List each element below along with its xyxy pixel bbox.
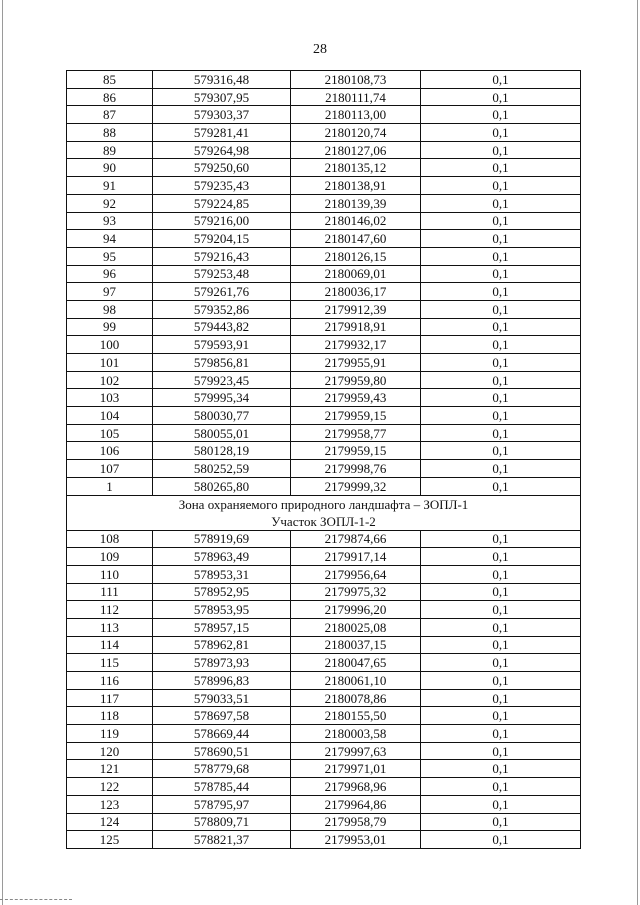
table-row [67,477,581,495]
table-row [67,106,581,124]
table-body-after [67,530,581,848]
table-row [67,565,581,583]
y-coordinate-cell: 2180108,73 [291,71,421,89]
table-row [67,601,581,619]
y-coordinate-cell: 2180120,74 [291,124,421,142]
x-coordinate-cell: 578809,71 [153,813,291,831]
table-row [67,530,581,548]
accuracy-cell: 0,1 [421,654,581,672]
point-number-cell: 124 [67,813,153,831]
accuracy-cell: 0,1 [421,760,581,778]
table-row [67,300,581,318]
y-coordinate-cell: 2179997,63 [291,742,421,760]
page-right-edge [637,0,638,905]
y-coordinate-cell: 2180135,12 [291,159,421,177]
accuracy-cell: 0,1 [421,795,581,813]
accuracy-cell: 0,1 [421,460,581,478]
x-coordinate-cell: 578952,95 [153,583,291,601]
x-coordinate-cell: 579995,34 [153,389,291,407]
x-coordinate-cell: 578919,69 [153,530,291,548]
point-number-cell: 117 [67,689,153,707]
x-coordinate-cell: 578996,83 [153,672,291,690]
page-number: 28 [313,42,327,57]
point-number-cell: 94 [67,230,153,248]
accuracy-cell: 0,1 [421,477,581,495]
x-coordinate-cell: 579253,48 [153,265,291,283]
y-coordinate-cell: 2180138,91 [291,177,421,195]
point-number-cell: 107 [67,460,153,478]
x-coordinate-cell: 578795,97 [153,795,291,813]
y-coordinate-cell: 2179959,80 [291,371,421,389]
x-coordinate-cell: 580030,77 [153,407,291,425]
table-row [67,583,581,601]
table-row [67,672,581,690]
point-number-cell: 91 [67,177,153,195]
y-coordinate-cell: 2179932,17 [291,336,421,354]
x-coordinate-cell: 579307,95 [153,88,291,106]
x-coordinate-cell: 578697,58 [153,707,291,725]
zone-title: Зона охраняемого природного ландшафта – ЗОПЛ-1 [178,496,469,512]
accuracy-cell: 0,1 [421,194,581,212]
x-coordinate-cell: 578962,81 [153,636,291,654]
y-coordinate-cell: 2180069,01 [291,265,421,283]
x-coordinate-cell: 580128,19 [153,442,291,460]
accuracy-cell: 0,1 [421,265,581,283]
accuracy-cell: 0,1 [421,336,581,354]
y-coordinate-cell: 2179958,79 [291,813,421,831]
accuracy-cell: 0,1 [421,583,581,601]
accuracy-cell: 0,1 [421,247,581,265]
table-row [67,742,581,760]
accuracy-cell: 0,1 [421,71,581,89]
point-number-cell: 105 [67,424,153,442]
accuracy-cell: 0,1 [421,636,581,654]
accuracy-cell: 0,1 [421,124,581,142]
y-coordinate-cell: 2180003,58 [291,725,421,743]
x-coordinate-cell: 578669,44 [153,725,291,743]
table-row [67,265,581,283]
accuracy-cell: 0,1 [421,725,581,743]
point-number-cell: 101 [67,354,153,372]
x-coordinate-cell: 579235,43 [153,177,291,195]
accuracy-cell: 0,1 [421,212,581,230]
point-number-cell: 90 [67,159,153,177]
y-coordinate-cell: 2180037,15 [291,636,421,654]
accuracy-cell: 0,1 [421,424,581,442]
accuracy-cell: 0,1 [421,318,581,336]
y-coordinate-cell: 2179953,01 [291,831,421,849]
table-row [67,159,581,177]
table-row [67,88,581,106]
accuracy-cell: 0,1 [421,831,581,849]
point-number-cell: 103 [67,389,153,407]
point-number-cell: 121 [67,760,153,778]
accuracy-cell: 0,1 [421,618,581,636]
point-number-cell: 99 [67,318,153,336]
table-row [67,636,581,654]
x-coordinate-cell: 578821,37 [153,831,291,849]
accuracy-cell: 0,1 [421,601,581,619]
x-coordinate-cell: 579204,15 [153,230,291,248]
y-coordinate-cell: 2179996,20 [291,601,421,619]
y-coordinate-cell: 2180036,17 [291,283,421,301]
point-number-cell: 1 [67,477,153,495]
table-row [67,795,581,813]
x-coordinate-cell: 579281,41 [153,124,291,142]
point-number-cell: 125 [67,831,153,849]
x-coordinate-cell: 578785,44 [153,778,291,796]
point-number-cell: 113 [67,618,153,636]
y-coordinate-cell: 2180147,60 [291,230,421,248]
y-coordinate-cell: 2180146,02 [291,212,421,230]
table-row [67,407,581,425]
table-row [67,354,581,372]
point-number-cell: 102 [67,371,153,389]
accuracy-cell: 0,1 [421,742,581,760]
x-coordinate-cell: 579316,48 [153,71,291,89]
x-coordinate-cell: 579224,85 [153,194,291,212]
table-row [67,318,581,336]
accuracy-cell: 0,1 [421,530,581,548]
accuracy-cell: 0,1 [421,106,581,124]
table-row [67,442,581,460]
y-coordinate-cell: 2179955,91 [291,354,421,372]
y-coordinate-cell: 2180047,65 [291,654,421,672]
point-number-cell: 106 [67,442,153,460]
x-coordinate-cell: 579352,86 [153,300,291,318]
point-number-cell: 115 [67,654,153,672]
accuracy-cell: 0,1 [421,159,581,177]
x-coordinate-cell: 579216,43 [153,247,291,265]
y-coordinate-cell: 2180025,08 [291,618,421,636]
y-coordinate-cell: 2179975,32 [291,583,421,601]
accuracy-cell: 0,1 [421,389,581,407]
point-number-cell: 96 [67,265,153,283]
table-row [67,177,581,195]
point-number-cell: 112 [67,601,153,619]
point-number-cell: 120 [67,742,153,760]
point-number-cell: 108 [67,530,153,548]
table-row [67,124,581,142]
point-number-cell: 118 [67,707,153,725]
table-row [67,813,581,831]
table-row [67,212,581,230]
table-row [67,424,581,442]
y-coordinate-cell: 2179968,96 [291,778,421,796]
y-coordinate-cell: 2179917,14 [291,548,421,566]
point-number-cell: 116 [67,672,153,690]
point-number-cell: 97 [67,283,153,301]
point-number-cell: 98 [67,300,153,318]
x-coordinate-cell: 579443,82 [153,318,291,336]
x-coordinate-cell: 579261,76 [153,283,291,301]
x-coordinate-cell: 578779,68 [153,760,291,778]
accuracy-cell: 0,1 [421,300,581,318]
x-coordinate-cell: 579593,91 [153,336,291,354]
x-coordinate-cell: 578963,49 [153,548,291,566]
zone-caption-group [67,495,581,530]
x-coordinate-cell: 579033,51 [153,689,291,707]
accuracy-cell: 0,1 [421,141,581,159]
point-number-cell: 104 [67,407,153,425]
x-coordinate-cell: 579923,45 [153,371,291,389]
y-coordinate-cell: 2179971,01 [291,760,421,778]
zone-subtitle: Участок ЗОПЛ-1-2 [271,513,376,529]
table-row [67,194,581,212]
point-number-cell: 89 [67,141,153,159]
y-coordinate-cell: 2180078,86 [291,689,421,707]
point-number-cell: 122 [67,778,153,796]
table-row [67,654,581,672]
y-coordinate-cell: 2180061,10 [291,672,421,690]
x-coordinate-cell: 578957,15 [153,618,291,636]
accuracy-cell: 0,1 [421,672,581,690]
point-number-cell: 95 [67,247,153,265]
x-coordinate-cell: 578953,31 [153,565,291,583]
accuracy-cell: 0,1 [421,707,581,725]
table-row [67,707,581,725]
table-row [67,778,581,796]
point-number-cell: 87 [67,106,153,124]
x-coordinate-cell: 580055,01 [153,424,291,442]
accuracy-cell: 0,1 [421,371,581,389]
y-coordinate-cell: 2179998,76 [291,460,421,478]
x-coordinate-cell: 578953,95 [153,601,291,619]
table-row [67,371,581,389]
accuracy-cell: 0,1 [421,778,581,796]
table-row [67,247,581,265]
y-coordinate-cell: 2179959,15 [291,442,421,460]
point-number-cell: 85 [67,71,153,89]
table-row [67,336,581,354]
y-coordinate-cell: 2179956,64 [291,565,421,583]
x-coordinate-cell: 578973,93 [153,654,291,672]
accuracy-cell: 0,1 [421,177,581,195]
point-number-cell: 88 [67,124,153,142]
accuracy-cell: 0,1 [421,442,581,460]
point-number-cell: 92 [67,194,153,212]
y-coordinate-cell: 2180155,50 [291,707,421,725]
x-coordinate-cell: 579856,81 [153,354,291,372]
y-coordinate-cell: 2179912,39 [291,300,421,318]
point-number-cell: 119 [67,725,153,743]
table-row [67,141,581,159]
accuracy-cell: 0,1 [421,354,581,372]
point-number-cell: 123 [67,795,153,813]
accuracy-cell: 0,1 [421,407,581,425]
table-row [67,689,581,707]
x-coordinate-cell: 580252,59 [153,460,291,478]
point-number-cell: 100 [67,336,153,354]
table-row [67,389,581,407]
point-number-cell: 93 [67,212,153,230]
y-coordinate-cell: 2179999,32 [291,477,421,495]
y-coordinate-cell: 2180126,15 [291,247,421,265]
y-coordinate-cell: 2180127,06 [291,141,421,159]
table-row [67,71,581,89]
x-coordinate-cell: 580265,80 [153,477,291,495]
table-row [67,283,581,301]
x-coordinate-cell: 578690,51 [153,742,291,760]
x-coordinate-cell: 579264,98 [153,141,291,159]
table-row [67,460,581,478]
table-row [67,725,581,743]
accuracy-cell: 0,1 [421,230,581,248]
accuracy-cell: 0,1 [421,689,581,707]
table-row [67,760,581,778]
table-row [67,548,581,566]
footer-line [0,899,72,900]
x-coordinate-cell: 579303,37 [153,106,291,124]
y-coordinate-cell: 2179918,91 [291,318,421,336]
point-number-cell: 86 [67,88,153,106]
accuracy-cell: 0,1 [421,548,581,566]
accuracy-cell: 0,1 [421,88,581,106]
zone-caption-row [67,495,581,530]
accuracy-cell: 0,1 [421,565,581,583]
table-row [67,618,581,636]
y-coordinate-cell: 2179958,77 [291,424,421,442]
point-number-cell: 111 [67,583,153,601]
y-coordinate-cell: 2180139,39 [291,194,421,212]
y-coordinate-cell: 2179874,66 [291,530,421,548]
table-body-before [67,71,581,496]
coordinates-table [66,70,581,849]
y-coordinate-cell: 2180113,00 [291,106,421,124]
point-number-cell: 109 [67,548,153,566]
page-left-edge [2,0,3,905]
y-coordinate-cell: 2180111,74 [291,88,421,106]
table-row [67,831,581,849]
y-coordinate-cell: 2179959,15 [291,407,421,425]
point-number-cell: 110 [67,565,153,583]
x-coordinate-cell: 579250,60 [153,159,291,177]
y-coordinate-cell: 2179964,86 [291,795,421,813]
x-coordinate-cell: 579216,00 [153,212,291,230]
accuracy-cell: 0,1 [421,813,581,831]
point-number-cell: 114 [67,636,153,654]
y-coordinate-cell: 2179959,43 [291,389,421,407]
zone-caption-cell [67,495,581,530]
accuracy-cell: 0,1 [421,283,581,301]
table-row [67,230,581,248]
